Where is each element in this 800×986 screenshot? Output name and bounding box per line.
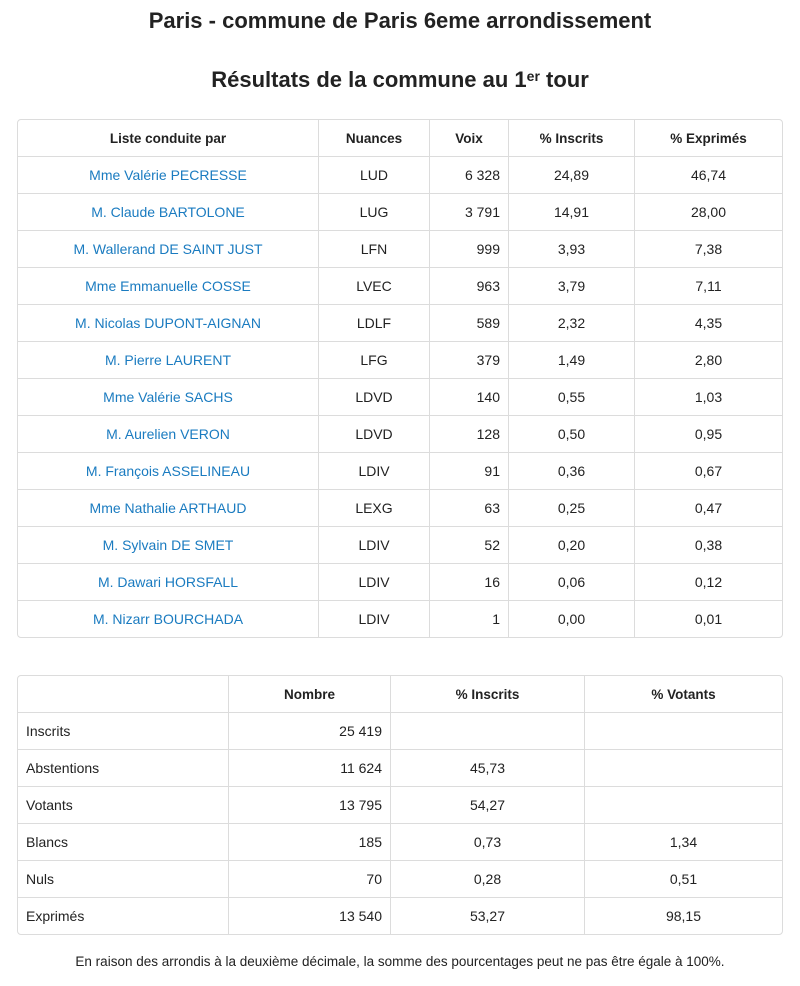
table-row	[18, 750, 782, 787]
inscrits-cell: 1,49	[509, 342, 635, 379]
header-empty	[18, 676, 229, 713]
table-row	[18, 157, 782, 194]
table-row	[18, 601, 782, 637]
candidate-link[interactable]: Mme Valérie PECRESSE	[89, 167, 247, 183]
header-voix: Voix	[430, 120, 509, 157]
stat-label: Votants	[18, 787, 229, 824]
nuance-cell: LDVD	[319, 379, 430, 416]
stat-votants	[585, 713, 782, 750]
nuance-cell: LDIV	[319, 527, 430, 564]
voix-cell: 6 328	[430, 157, 509, 194]
header-exprimes: % Exprimés	[635, 120, 782, 157]
header-liste: Liste conduite par	[18, 120, 319, 157]
table-row	[18, 305, 782, 342]
nuance-cell: LDIV	[319, 601, 430, 637]
exprimes-cell: 0,01	[694, 611, 723, 627]
stat-inscrits: 0,28	[391, 861, 585, 898]
inscrits-cell: 0,25	[509, 490, 635, 527]
subtitle-suffix: tour	[539, 67, 589, 92]
inscrits-cell: 3,79	[509, 268, 635, 305]
voix-cell: 379	[430, 342, 509, 379]
stat-votants: 1,34	[585, 824, 782, 861]
exprimes-cell: 2,80	[635, 342, 782, 379]
voix-cell: 63	[430, 490, 509, 527]
exprimes-cell: 0,67	[635, 453, 782, 490]
inscrits-cell: 0,36	[509, 453, 635, 490]
nuance-cell: LDLF	[319, 305, 430, 342]
candidate-link[interactable]: M. Pierre LAURENT	[104, 352, 232, 368]
table-row	[18, 379, 782, 416]
exprimes-cell: 0,12	[635, 564, 782, 601]
candidate-cell	[18, 527, 319, 564]
inscrits-cell: 0,00	[509, 601, 635, 637]
candidate-link[interactable]: M. Sylvain DE SMET	[102, 537, 234, 553]
exprimes-cell: 46,74	[635, 157, 782, 194]
stat-nombre: 11 624	[229, 750, 391, 787]
voix-cell: 16	[430, 564, 509, 601]
inscrits-cell: 24,89	[509, 157, 635, 194]
header-stats-inscrits: % Inscrits	[391, 676, 585, 713]
stat-inscrits: 54,27	[391, 787, 585, 824]
results-header-row	[18, 120, 782, 157]
stat-label: Blancs	[18, 824, 229, 861]
stat-votants	[585, 787, 782, 824]
candidate-cell	[18, 490, 319, 527]
inscrits-cell: 0,50	[509, 416, 635, 453]
nuance-cell: LEXG	[319, 490, 430, 527]
inscrits-cell: 3,93	[509, 231, 635, 268]
exprimes-cell: 7,11	[635, 268, 782, 305]
candidate-cell	[18, 194, 319, 231]
candidate-link[interactable]: M. Dawari HORSFALL	[97, 574, 239, 590]
candidate-link[interactable]: Mme Nathalie ARTHAUD	[89, 500, 247, 516]
exprimes-cell: 0,95	[635, 416, 782, 453]
table-row	[18, 898, 782, 934]
table-row	[18, 453, 782, 490]
inscrits-cell: 0,20	[509, 527, 635, 564]
candidate-link[interactable]: M. Aurelien VERON	[106, 426, 230, 442]
header-nuances: Nuances	[319, 120, 430, 157]
candidate-cell	[18, 268, 319, 305]
candidate-cell	[18, 305, 319, 342]
candidate-link[interactable]: Mme Valérie SACHS	[103, 389, 233, 405]
inscrits-cell: 14,91	[509, 194, 635, 231]
stat-label: Nuls	[18, 861, 229, 898]
inscrits-cell: 0,06	[509, 564, 635, 601]
stat-inscrits: 45,73	[391, 750, 585, 787]
candidate-link[interactable]: M. Nizarr BOURCHADA	[92, 611, 244, 627]
stat-nombre: 70	[229, 861, 391, 898]
candidate-cell	[18, 379, 319, 416]
nuance-cell: LDVD	[319, 416, 430, 453]
stat-nombre: 25 419	[229, 713, 391, 750]
voix-cell: 128	[430, 416, 509, 453]
candidate-cell	[18, 416, 319, 453]
candidate-cell	[18, 342, 319, 379]
nuance-cell: LVEC	[319, 268, 430, 305]
page-title: Paris - commune de Paris 6eme arrondissement	[148, 8, 652, 33]
table-row	[18, 824, 782, 861]
stats-header-row	[18, 676, 782, 713]
voix-cell: 1	[430, 601, 509, 637]
stat-votants: 98,15	[665, 908, 702, 924]
candidate-link[interactable]: M. Claude BARTOLONE	[91, 204, 245, 220]
table-row	[18, 416, 782, 453]
table-row	[18, 342, 782, 379]
voix-cell: 3 791	[430, 194, 509, 231]
voix-cell: 999	[430, 231, 509, 268]
inscrits-cell: 2,32	[509, 305, 635, 342]
nuance-cell: LDIV	[319, 453, 430, 490]
candidate-link[interactable]: M. Nicolas DUPONT-AIGNAN	[75, 315, 261, 331]
exprimes-cell: 28,00	[635, 194, 782, 231]
nuance-cell: LFG	[319, 342, 430, 379]
inscrits-cell: 0,55	[509, 379, 635, 416]
results-table	[17, 119, 783, 638]
stat-nombre: 185	[229, 824, 391, 861]
table-row	[18, 268, 782, 305]
exprimes-cell: 4,35	[635, 305, 782, 342]
stat-label: Exprimés	[18, 898, 229, 934]
candidate-cell	[18, 564, 319, 601]
exprimes-cell: 1,03	[635, 379, 782, 416]
stat-votants: 0,51	[585, 861, 782, 898]
footnote: En raison des arrondis à la deuxième décimale, la somme des pourcentages peut ne pas être égale à 100%.	[75, 954, 725, 969]
stat-label: Abstentions	[18, 750, 229, 787]
candidate-link[interactable]: M. François ASSELINEAU	[85, 463, 251, 479]
header-nombre: Nombre	[229, 676, 391, 713]
voix-cell: 140	[430, 379, 509, 416]
table-row	[18, 787, 782, 824]
stat-label: Inscrits	[18, 713, 229, 750]
subtitle-ordinal: er	[526, 68, 540, 84]
table-row	[18, 564, 782, 601]
header-inscrits: % Inscrits	[509, 120, 635, 157]
stat-nombre: 13 795	[229, 787, 391, 824]
candidate-cell	[18, 157, 319, 194]
stat-inscrits: 53,27	[391, 898, 585, 934]
subtitle-prefix: Résultats de la commune au 1	[211, 67, 527, 92]
voix-cell: 91	[430, 453, 509, 490]
nuance-cell: LDIV	[319, 564, 430, 601]
results-subtitle	[0, 62, 800, 98]
nuance-cell: LFN	[319, 231, 430, 268]
candidate-link[interactable]: M. Wallerand DE SAINT JUST	[73, 241, 263, 257]
voix-cell: 963	[430, 268, 509, 305]
exprimes-cell: 0,38	[635, 527, 782, 564]
header-votants: % Votants	[585, 676, 782, 713]
table-row	[18, 490, 782, 527]
stat-inscrits: 0,73	[391, 824, 585, 861]
stats-table	[17, 675, 783, 935]
candidate-cell	[18, 231, 319, 268]
table-row	[18, 527, 782, 564]
stat-votants	[585, 750, 782, 787]
nuance-cell: LUG	[319, 194, 430, 231]
table-row	[18, 231, 782, 268]
exprimes-cell: 7,38	[635, 231, 782, 268]
nuance-cell: LUD	[319, 157, 430, 194]
voix-cell: 52	[430, 527, 509, 564]
table-row	[18, 713, 782, 750]
candidate-cell	[18, 453, 319, 490]
voix-cell: 589	[430, 305, 509, 342]
table-row	[18, 861, 782, 898]
stat-nombre: 13 540	[229, 898, 391, 934]
stat-inscrits	[391, 713, 585, 750]
candidate-cell	[18, 601, 319, 637]
table-row	[18, 194, 782, 231]
candidate-link[interactable]: Mme Emmanuelle COSSE	[85, 278, 251, 294]
exprimes-cell: 0,47	[635, 490, 782, 527]
